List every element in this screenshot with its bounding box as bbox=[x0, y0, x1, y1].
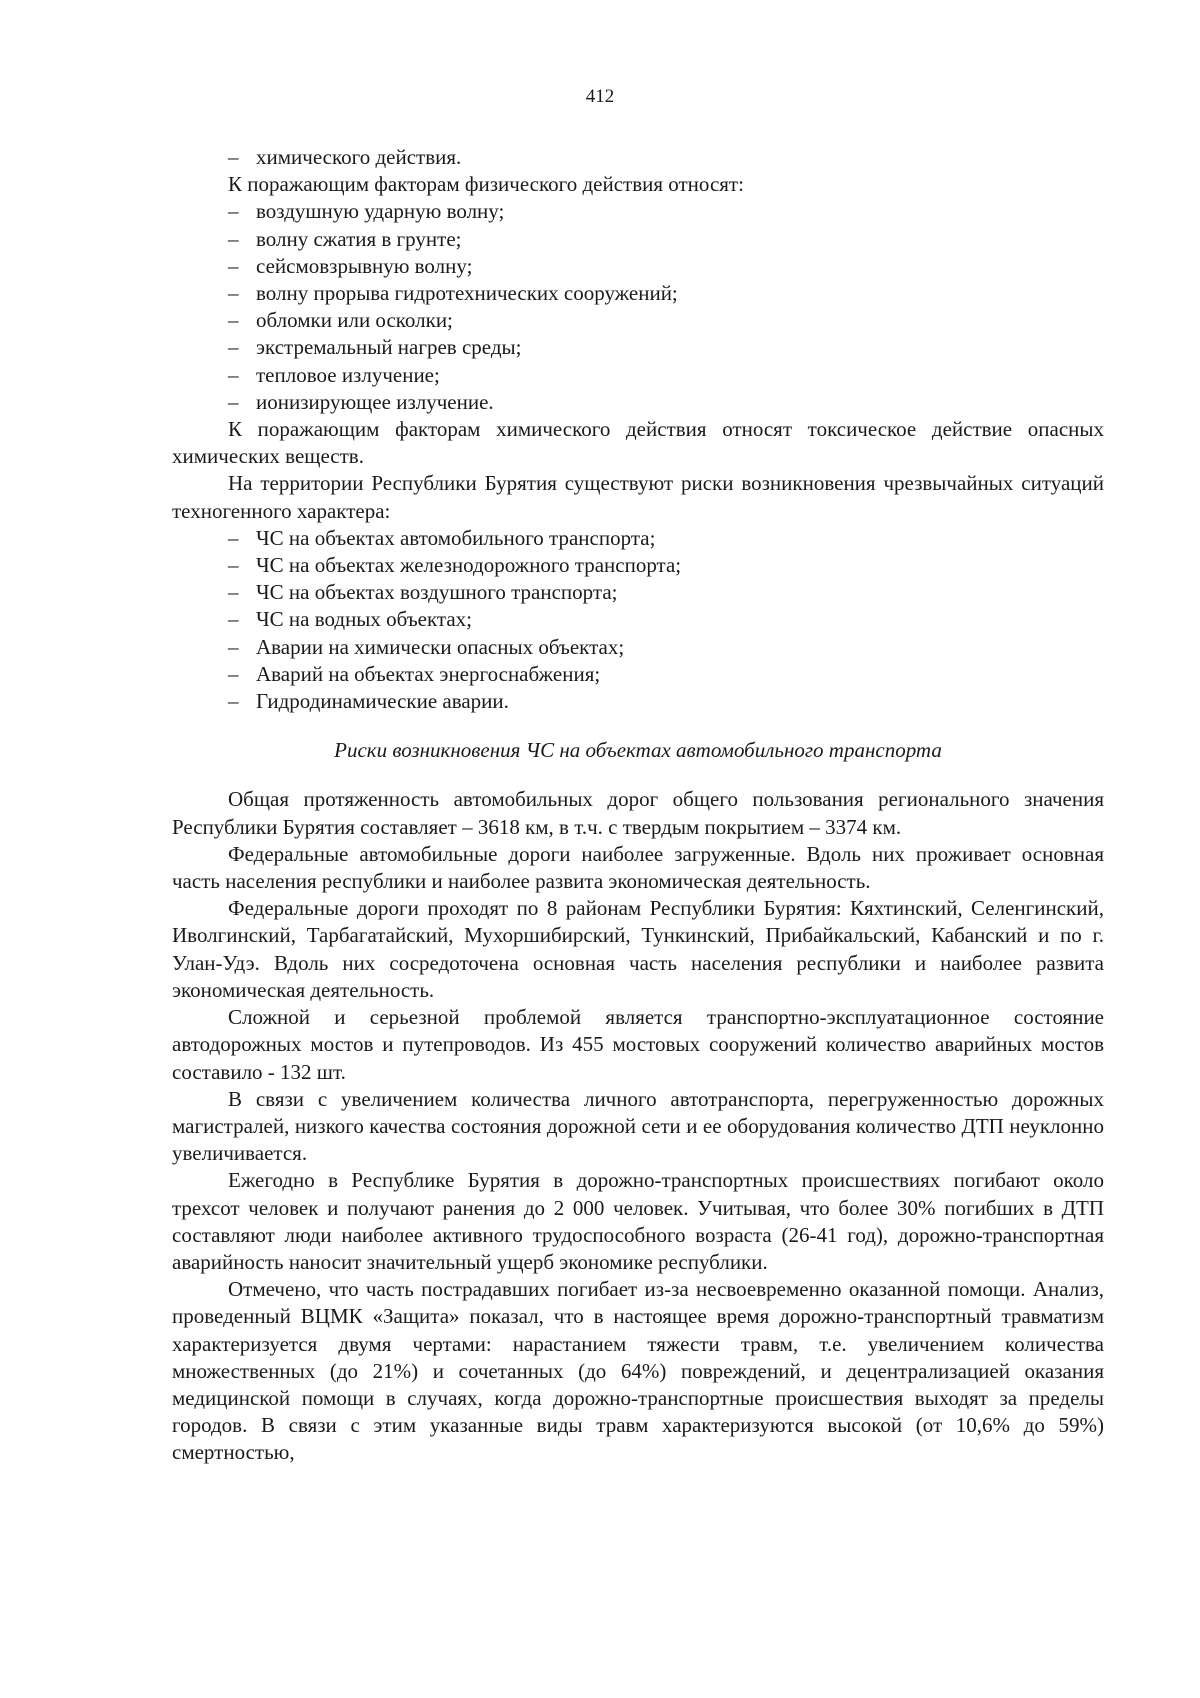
body-paragraph: Ежегодно в Республике Бурятия в дорожно-транспортных происшествиях погибают около трехсот человек и получают ранения до 2 000 человек. Учитывая, что более 30% погибших в ДТП составляют люди наиболее активного трудоспособного возраста (26-41 год), дорожно-транспортная аварийность наносит значительный ущерб экономике республики. bbox=[172, 1168, 1104, 1274]
list-item-text: ЧС на объектах автомобильного транспорта; bbox=[256, 525, 656, 550]
dash-bullet: – bbox=[228, 389, 239, 414]
list-item bbox=[228, 389, 1104, 416]
list-item-text: ионизирующее излучение. bbox=[256, 389, 494, 414]
list-item-text: Аварии на химически опасных объектах; bbox=[256, 634, 625, 659]
list-item-text: Аварий на объектах энергоснабжения; bbox=[256, 661, 601, 686]
list-item-text: обломки или осколки; bbox=[256, 308, 453, 333]
list-item bbox=[228, 280, 1104, 307]
list-item bbox=[228, 144, 1104, 171]
dash-bullet: – bbox=[228, 689, 239, 714]
list-item bbox=[228, 606, 1104, 633]
list-item-text: химического действия. bbox=[256, 145, 462, 169]
risks-intro-paragraph: На территории Республики Бурятия существуют риски возникновения чрезвычайных ситуаций техногенного характера: bbox=[172, 471, 1104, 523]
dash-bullet: – bbox=[228, 226, 239, 251]
intro-list bbox=[172, 144, 1104, 171]
section-heading: Риски возникновения ЧС на объектах автомобильного транспорта bbox=[334, 738, 942, 763]
dash-bullet: – bbox=[228, 607, 239, 632]
list-item bbox=[228, 661, 1104, 688]
list-item bbox=[228, 634, 1104, 661]
list-item-text: Гидродинамические аварии. bbox=[256, 689, 509, 714]
dash-bullet: – bbox=[228, 335, 239, 360]
dash-bullet: – bbox=[228, 525, 239, 550]
physical-factors-list bbox=[172, 198, 1104, 416]
dash-bullet: – bbox=[228, 661, 239, 686]
list-item-text: тепловое излучение; bbox=[256, 362, 440, 387]
list-item-text: волну прорыва гидротехнических сооружений; bbox=[256, 281, 678, 306]
dash-bullet: – bbox=[228, 199, 239, 224]
list-item bbox=[228, 688, 1104, 715]
list-item-text: экстремальный нагрев среды; bbox=[256, 335, 522, 360]
physical-factors-intro: К поражающим факторам физического действия относят: bbox=[228, 172, 744, 197]
body-paragraph: Сложной и серьезной проблемой является транспортно-эксплуатационное состояние автодорожных мостов и путепроводов. Из 455 мостовых сооружений количество аварийных мостов составило - 132 шт. bbox=[172, 1005, 1104, 1084]
body-paragraph: Федеральные автомобильные дороги наиболее загруженные. Вдоль них проживает основная часть населения республики и наиболее развита экономическая деятельность. bbox=[172, 841, 1104, 894]
dash-bullet: – bbox=[228, 308, 239, 333]
list-item-text: сейсмовзрывную волну; bbox=[256, 253, 473, 278]
dash-bullet: – bbox=[228, 145, 239, 169]
dash-bullet: – bbox=[228, 634, 239, 659]
dash-bullet: – bbox=[228, 253, 239, 278]
dash-bullet: – bbox=[228, 553, 239, 578]
list-item bbox=[228, 525, 1104, 552]
list-item bbox=[228, 198, 1104, 225]
body-paragraph: Отмечено, что часть пострадавших погибает из-за несвоевременно оказанной помощи. Анализ, проведенный ВЦМК «Защита» показал, что в настоящее время дорожно-транспортный травматизм характеризуется двумя чертами: нарастанием тяжести травм, т.е. увеличением количества множественных (до 21%) и сочетанных (до 64%) повреждений, и децентрализацией оказания медицинской помощи в случаях, когда дорожно-транспортные происшествия выходят за пределы городов. В связи с этим указанные виды травм характеризуются высокой (от 10,6% до 59%) смертностью, bbox=[172, 1277, 1104, 1465]
body-paragraph: В связи с увеличением количества личного автотранспорта, перегруженностью дорожных магистралей, низкого качества состояния дорожной сети и ее оборудования количество ДТП неуклонно увеличивается. bbox=[172, 1086, 1104, 1166]
page-number: 412 bbox=[585, 86, 615, 107]
list-item bbox=[228, 334, 1104, 361]
body-paragraph: Федеральные дороги проходят по 8 районам Республики Бурятия: Кяхтинский, Селенгинский, Иволгинский, Тарбагатайский, Мухоршибирский, Тункинский, Прибайкальский, Кабанский и по г. Улан-Удэ. Вдоль них сосредоточена основная часть населения республики и наиболее развита экономическая деятельность. bbox=[172, 896, 1104, 1002]
dash-bullet: – bbox=[228, 580, 239, 605]
list-item bbox=[228, 307, 1104, 334]
dash-bullet: – bbox=[228, 362, 239, 387]
list-item-text: волну сжатия в грунте; bbox=[256, 226, 462, 251]
body-paragraph: Общая протяженность автомобильных дорог общего пользования регионального значения Республики Бурятия составляет – 3618 км, в т.ч. с твердым покрытием – 3374 км. bbox=[172, 787, 1104, 839]
page-content bbox=[172, 144, 1104, 1467]
dash-bullet: – bbox=[228, 281, 239, 306]
list-item bbox=[228, 253, 1104, 280]
list-item bbox=[228, 362, 1104, 389]
list-item bbox=[228, 226, 1104, 253]
list-item-text: воздушную ударную волну; bbox=[256, 199, 505, 224]
list-item bbox=[228, 552, 1104, 579]
risks-list bbox=[172, 525, 1104, 715]
list-item-text: ЧС на объектах воздушного транспорта; bbox=[256, 580, 618, 605]
list-item-text: ЧС на объектах железнодорожного транспорта; bbox=[256, 553, 682, 578]
chemical-factors-paragraph: К поражающим факторам химического действия относят токсическое действие опасных химических веществ. bbox=[172, 417, 1104, 469]
list-item bbox=[228, 579, 1104, 606]
list-item-text: ЧС на водных объектах; bbox=[256, 607, 473, 632]
